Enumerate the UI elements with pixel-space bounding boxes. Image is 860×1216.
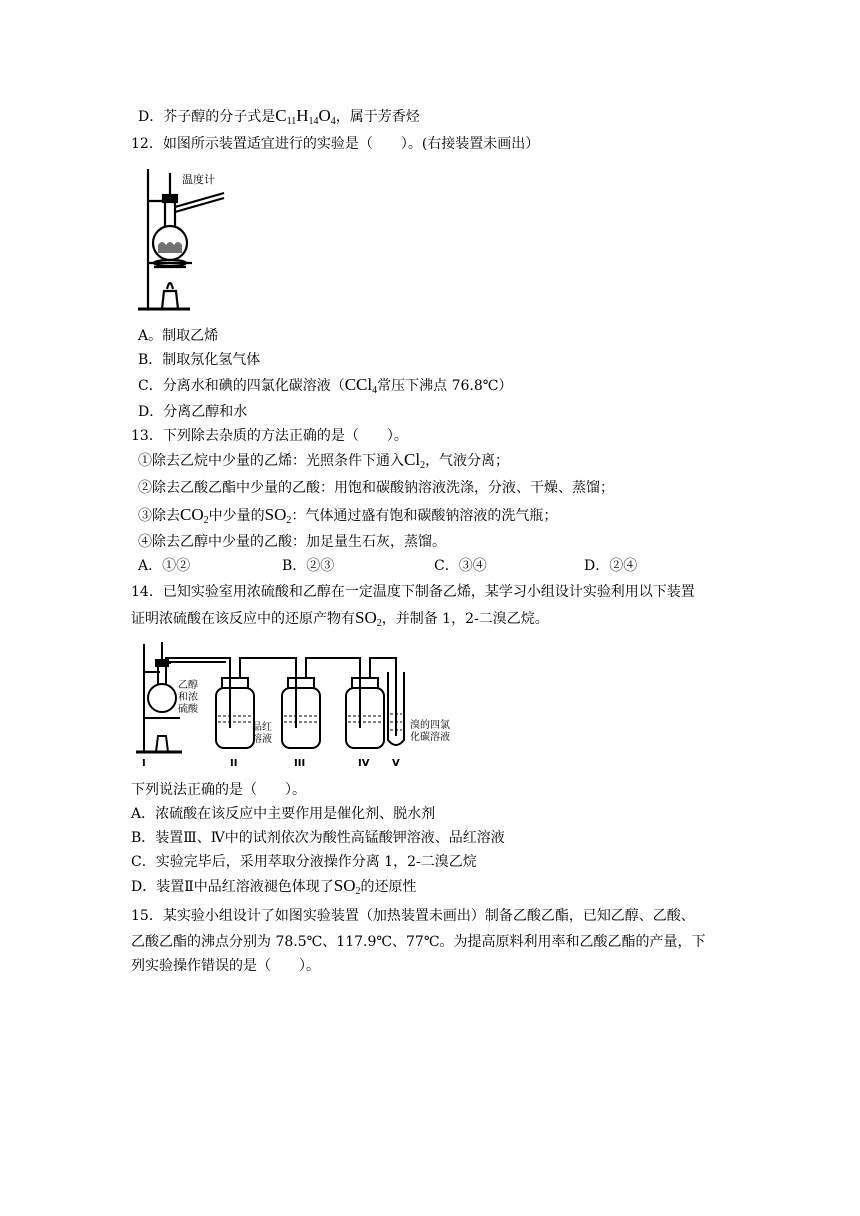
- q12-option-c: C．分离水和碘的四氯化碳溶液（CCl$_4$常压下沸点 76.8℃）: [138, 375, 513, 396]
- q13-choices: [138, 556, 638, 576]
- q13-choice-a: A．①②: [138, 558, 191, 574]
- apparatus-label-v: V: [392, 758, 400, 769]
- svg-text:硫酸: 硫酸: [178, 704, 198, 715]
- q14-question: 下列说法正确的是（ ）。: [131, 782, 306, 798]
- q12-stem: 12．如图所示装置适宜进行的实验是（ ）。(右接装置未画出）: [131, 136, 540, 152]
- q13-item-2: ②除去乙酸乙酯中少量的乙酸：用饱和碳酸钠溶液洗涤，分液、干燥、蒸馏；: [138, 480, 614, 496]
- q13-stem: 13．下列除去杂质的方法正确的是（ ）。: [131, 428, 408, 444]
- q14-stem-line-1: 14．已知实验室用浓硫酸和乙醇在一定温度下制备乙烯，某学习小组设计实验利用以下装置: [131, 584, 695, 600]
- q12-option-b: B．制取氖化氢气体: [138, 352, 261, 368]
- svg-text:化碳溶液: 化碳溶液: [410, 732, 450, 743]
- svg-text:溶液: 溶液: [252, 734, 272, 745]
- q14-apparatus-figure: [134, 636, 474, 770]
- apparatus-label-iv: IV: [358, 758, 370, 769]
- apparatus-label-ii: II: [230, 758, 238, 769]
- q14-option-c: C．实验完毕后，采用萃取分液操作分离 1，2-二溴乙烷: [131, 854, 477, 870]
- q14-option-a: A．浓硫酸在该反应中主要作用是催化剂、脱水剂: [131, 806, 436, 822]
- svg-text:乙醇: 乙醇: [178, 680, 198, 691]
- svg-text:溴的四氯: 溴的四氯: [410, 720, 450, 731]
- q13-item-1: ①除去乙烷中少量的乙烯：光照条件下通入$Cl_2$，气液分离；: [138, 450, 510, 471]
- q14-option-d: D．装置Ⅱ中品红溶液褪色体现了$SO_2$的还原性: [131, 876, 417, 897]
- apparatus-label-iii: III: [294, 758, 306, 769]
- thermometer-label: 温度计: [182, 173, 215, 186]
- q14-stem-line-2: 证明浓硫酸在该反应中的还原产物有$SO_2$，并制备 1，2-二溴乙烷。: [131, 608, 549, 629]
- q11-option-d: D．芥子醇的分子式是$C_{11}H_{14}O_4$，属于芳香烃: [138, 106, 420, 127]
- q13-item-4: ④除去乙醇中少量的乙酸：加足量生石灰，蒸馏。: [138, 534, 446, 550]
- q15-stem-line-1: 15．某实验小组设计了如图实验装置（加热装置未画出）制备乙酸乙酯，已知乙醇、乙酸、: [131, 908, 695, 924]
- q12-option-d: D．分离乙醇和水: [138, 404, 248, 420]
- svg-text:品红: 品红: [252, 722, 272, 733]
- q13-choice-d: D．②④: [584, 558, 638, 574]
- q12-option-a: A。制取乙烯: [138, 328, 219, 344]
- q12-distillation-figure: [134, 163, 226, 315]
- q15-stem-line-2: 乙酸乙酯的沸点分别为 78.5℃、117.9℃、77℃。为提高原料利用率和乙酸乙酯的产量，下: [131, 934, 706, 950]
- apparatus-label-i: I: [142, 758, 146, 769]
- q13-item-3: ③除去$CO_2$中少量的$SO_2$：气体通过盛有饱和碳酸钠溶液的洗气瓶；: [138, 505, 558, 526]
- q15-stem-line-3: 列实验操作错误的是（ ）。: [131, 958, 320, 974]
- svg-text:和浓: 和浓: [178, 692, 198, 703]
- q13-choice-b: B．②③: [282, 558, 335, 574]
- q14-option-b: B．装置Ⅲ、Ⅳ中的试剂依次为酸性高锰酸钾溶液、品红溶液: [131, 830, 505, 846]
- q13-choice-c: C．③④: [434, 558, 487, 574]
